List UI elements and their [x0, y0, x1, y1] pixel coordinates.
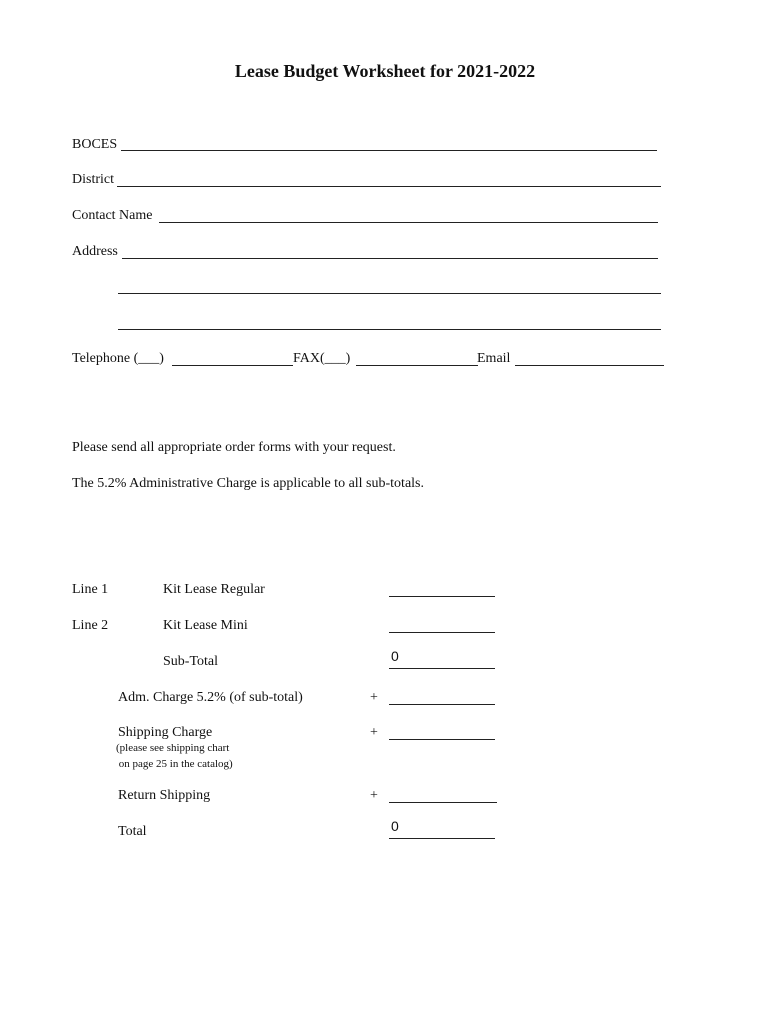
address-label: Address [72, 244, 118, 259]
note-order-forms: Please send all appropriate order forms with your request. [72, 440, 396, 455]
shipping-charge-label: Shipping Charge [118, 725, 213, 740]
subtotal-value: 0 [391, 648, 399, 664]
total-label: Total [118, 824, 147, 839]
email-label: Email [477, 351, 511, 366]
boces-field[interactable] [121, 134, 657, 152]
line1-label: Kit Lease Regular [163, 582, 265, 597]
district-label: District [72, 172, 114, 187]
line2-number: Line 2 [72, 618, 109, 633]
shipping-note-line2: on page 25 in the catalog) [116, 758, 233, 770]
fax-field[interactable] [356, 349, 478, 367]
adm-charge-plus-sign: + [370, 690, 378, 705]
return-shipping-label: Return Shipping [118, 788, 211, 803]
total-value: 0 [391, 818, 399, 834]
telephone-field[interactable] [172, 349, 293, 367]
address-field-3[interactable] [118, 313, 661, 331]
boces-label: BOCES [72, 137, 118, 152]
adm-charge-field[interactable] [389, 688, 495, 706]
line2-label: Kit Lease Mini [163, 618, 248, 633]
address-field-2[interactable] [118, 277, 661, 295]
page-title: Lease Budget Worksheet for 2021-2022 [234, 61, 536, 81]
return-shipping-field[interactable] [389, 786, 497, 804]
contact-name-label: Contact Name [72, 208, 153, 223]
subtotal-label: Sub-Total [163, 654, 219, 669]
shipping-charge-field[interactable] [389, 723, 495, 741]
subtotal-field[interactable] [389, 648, 495, 670]
total-field[interactable] [389, 818, 495, 840]
district-field[interactable] [117, 170, 661, 188]
telephone-label: Telephone (___) [72, 351, 164, 366]
return-shipping-plus-sign: + [370, 788, 378, 803]
note-admin-charge: The 5.2% Administrative Charge is applicable to all sub-totals. [72, 476, 425, 491]
adm-charge-label: Adm. Charge 5.2% (of sub-total) [118, 690, 303, 705]
kit-lease-regular-field[interactable] [389, 580, 495, 598]
shipping-note-line1: (please see shipping chart [116, 742, 230, 754]
contact-name-field[interactable] [159, 206, 658, 224]
kit-lease-mini-field[interactable] [389, 616, 495, 634]
email-field[interactable] [515, 349, 664, 367]
fax-label: FAX(___) [293, 351, 351, 366]
address-field-1[interactable] [122, 242, 658, 260]
line1-number: Line 1 [72, 582, 109, 597]
shipping-plus-sign: + [370, 725, 378, 740]
